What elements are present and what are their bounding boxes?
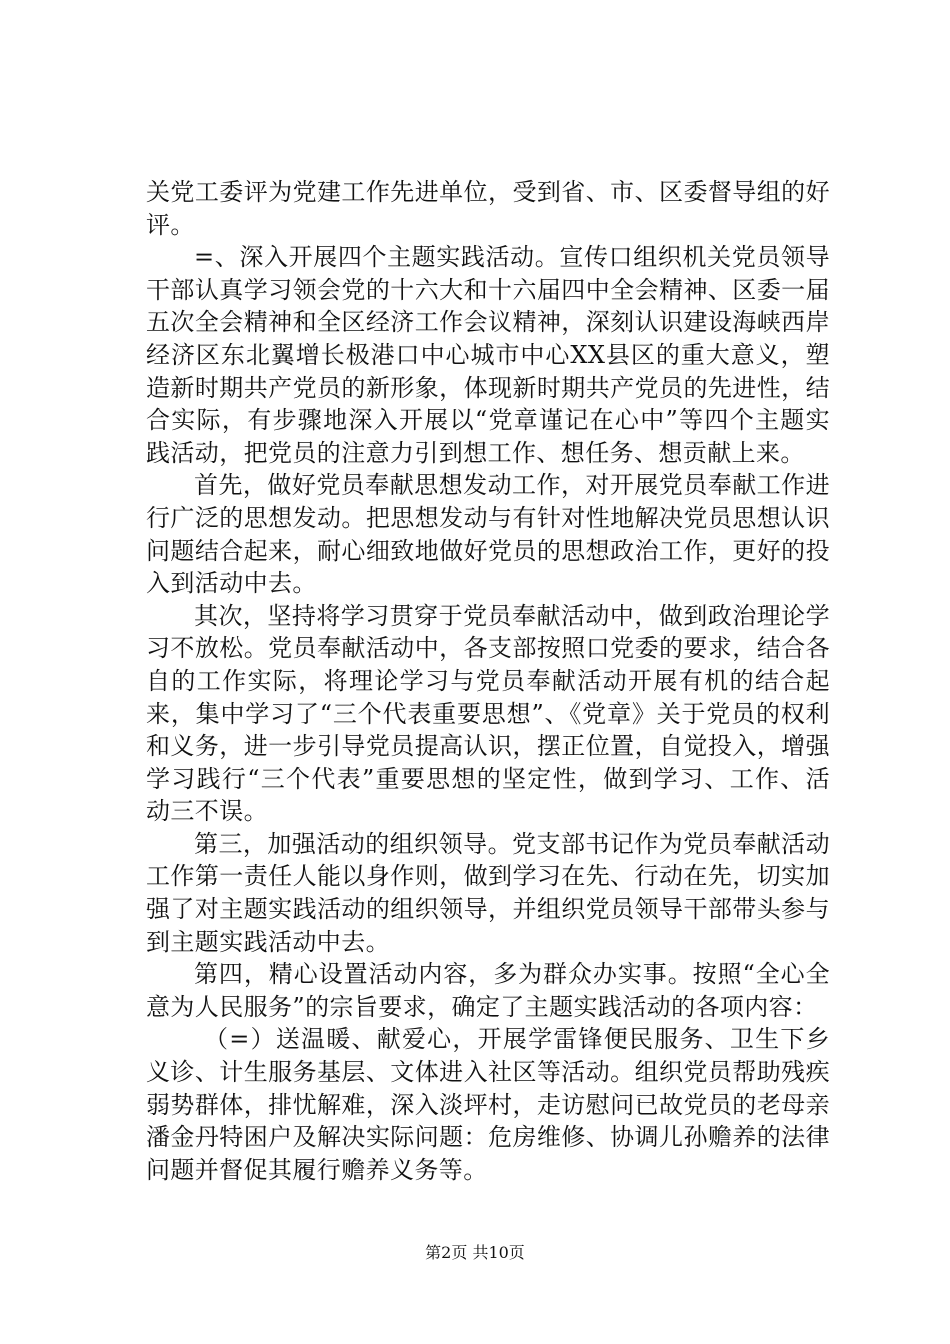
paragraph-fourth: 第四，精心设置活动内容，多为群众办实事。按照“全心全意为人民服务”的宗旨要求，确定了主题实践活动的各项内容： [146, 960, 830, 1021]
paragraph-third: 第三，加强活动的组织领导。党支部书记作为党员奉献活动工作第一责任人能以身作则，做到学习在先、行动在先，切实加强了对主题实践活动的组织领导，并组织党员领导干部带头参与到主题实践活动中去。 [146, 829, 830, 956]
document-body [146, 176, 830, 1186]
paragraph-item-one: （=）送温暖、献爱心，开展学雷锋便民服务、卫生下乡义诊、计生服务基层、文体进入社区等活动。组织党员帮助残疾弱势群体，排忧解难，深入淡坪村，走访慰问已故党员的老母亲潘金丹特困户及解决实际问题：危房维修、协调儿孙赡养的法律问题并督促其履行赡养义务等。 [146, 1025, 830, 1184]
paragraph-continuation: 关党工委评为党建工作先进单位，受到省、市、区委督导组的好评。 [146, 178, 830, 239]
page-footer: 第2页 共10页 [425, 1243, 525, 1262]
paragraph-second: 其次，坚持将学习贯穿于党员奉献活动中，做到政治理论学习不放松。党员奉献活动中，各支部按照口党委的要求，结合各自的工作实际，将理论学习与党员奉献活动开展有机的结合起来，集中学习了“三个代表重要思想”、《党章》关于党员的权利和义务，进一步引导党员提高认识，摆正位置，自觉投入，增强学习践行“三个代表”重要思想的坚定性，做到学习、工作、活动三不误。 [146, 601, 830, 826]
paragraph-first: 首先，做好党员奉献思想发动工作，对开展党员奉献工作进行广泛的思想发动。把思想发动与有针对性地解决党员思想认识问题结合起来，耐心细致地做好党员的思想政治工作，更好的投入到活动中去。 [146, 471, 830, 598]
paragraph-section-two: =、深入开展四个主题实践活动。宣传口组织机关党员领导干部认真学习领会党的十六大和十六届四中全会精神、区委一届五次全会精神和全区经济工作会议精神，深刻认识建设海峡西岸经济区东北翼增长极港口中心城市中心XX县区的重大意义，塑造新时期共产党员的新形象，体现新时期共产党员的先进性，结合实际，有步骤地深入开展以“党章谨记在心中”等四个主题实践活动，把党员的注意力引到想工作、想任务、想贡献上来。 [146, 243, 830, 467]
